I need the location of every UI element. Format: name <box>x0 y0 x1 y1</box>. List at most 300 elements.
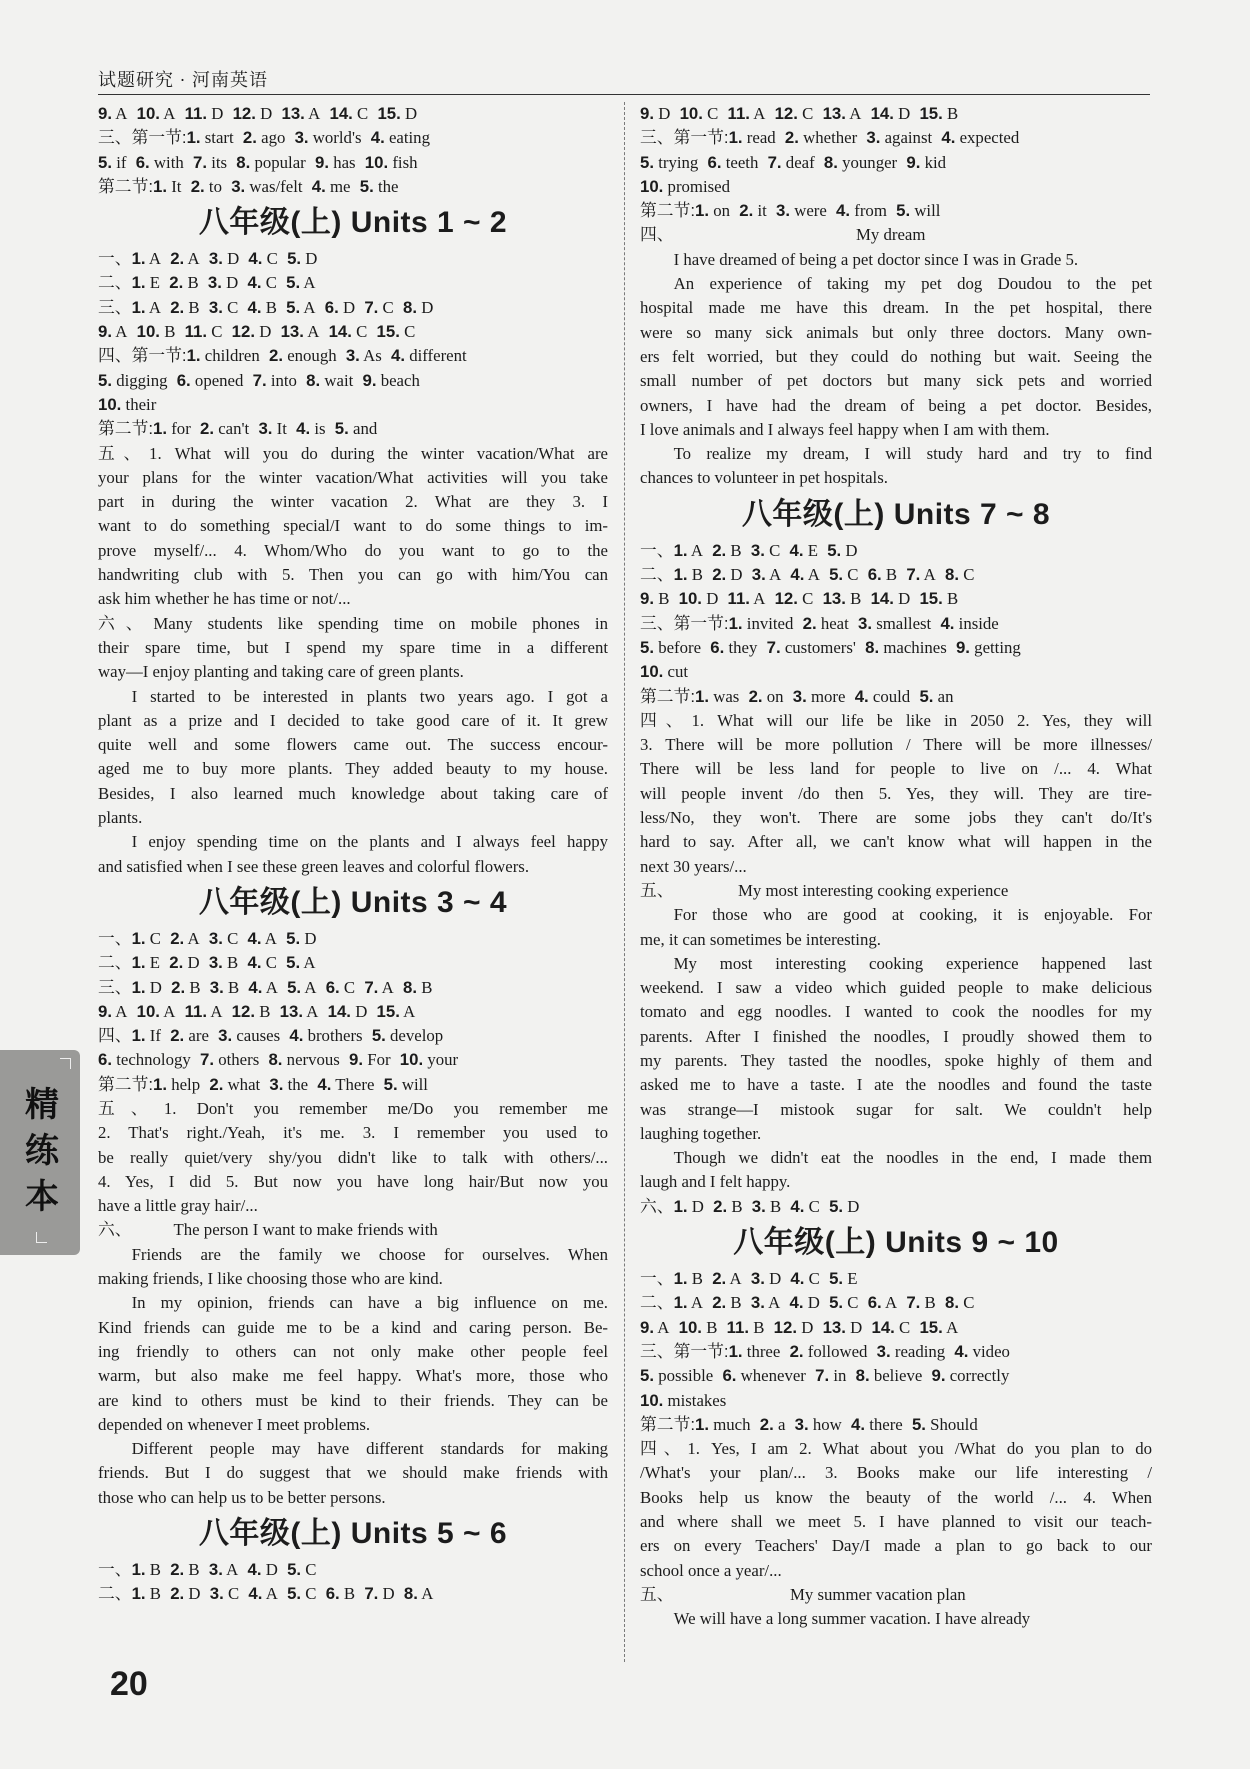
answer-item <box>132 976 162 1000</box>
item-number: 12. <box>774 589 798 609</box>
essay-title: My dream <box>856 225 926 245</box>
text-line: tomato and egg noodles. I wanted to cook the noodles for my <box>640 1002 1152 1022</box>
item-answer: D <box>845 540 858 560</box>
answer-item <box>906 1291 935 1315</box>
text-line: want to do something special/I want to do some things to im- <box>98 516 608 536</box>
text-line: I enjoy spending time on the plants and I always feel happy <box>131 832 608 852</box>
text-line: warm, but also make me feel happy. What's more, those who <box>98 1366 608 1386</box>
answer-item <box>287 1582 316 1606</box>
text-line: quite well and some flowers came out. The success encour- <box>98 735 608 755</box>
answer-item <box>185 102 224 126</box>
item-number: 5. <box>829 1293 844 1313</box>
item-answer: B <box>691 565 703 585</box>
answer-item <box>760 1413 786 1437</box>
item-answer: your <box>427 1050 459 1070</box>
item-answer: B <box>924 1293 936 1313</box>
item-number: 2. <box>712 1293 727 1313</box>
answer-item <box>790 563 819 587</box>
answer-item <box>280 1000 319 1024</box>
item-answer: read <box>746 128 776 148</box>
item-number: 10. <box>136 322 160 342</box>
item-number: 5. <box>371 1026 386 1046</box>
item-number: 2. <box>712 540 727 560</box>
text-line: part in during the winter vacation 2. What are they 3. I <box>98 492 608 512</box>
item-number: 6. <box>722 1366 737 1386</box>
essay-paragraph <box>640 903 1152 952</box>
item-number: 5. <box>287 1584 302 1604</box>
answer-row <box>640 1389 1152 1413</box>
item-answer: B <box>706 1317 718 1337</box>
essay-paragraph <box>98 1291 608 1437</box>
answer-row: 四、第一节:1. children 2. enough 3. As 4. different <box>98 344 608 368</box>
text-line: aged me to buy more plants. They added beauty to my house. <box>98 759 608 779</box>
item-number: 1. <box>728 613 743 633</box>
item-number: 1. <box>186 346 201 366</box>
item-answer: B <box>343 1584 356 1604</box>
item-number: 4. <box>247 928 262 948</box>
item-number: 2. <box>269 346 283 366</box>
item-answer: A <box>421 1584 434 1604</box>
answer-item <box>325 296 355 320</box>
item-number: 8. <box>855 1366 870 1386</box>
item-number: 3. <box>751 1196 766 1216</box>
item-number: 1. <box>695 1414 710 1434</box>
item-number: 2. <box>169 953 184 973</box>
item-number: 2. <box>712 565 727 585</box>
essay-title: 六、 The person I want to make friends with <box>98 1220 438 1240</box>
answer-item <box>170 296 199 320</box>
item-answer: A <box>807 565 820 585</box>
answer-row: 第二节:1. for 2. can't 3. It 4. is 5. and <box>98 417 608 441</box>
item-answer: were <box>794 201 827 221</box>
item-answer: A <box>115 322 128 342</box>
answer-item <box>346 344 382 368</box>
item-number: 10. <box>640 662 664 682</box>
item-answer: fish <box>392 152 418 172</box>
answer-item <box>153 417 191 441</box>
answer-item <box>793 685 846 709</box>
answer-item <box>679 1316 718 1340</box>
item-number: 13. <box>822 1317 846 1337</box>
left-column <box>98 102 608 1607</box>
text-line: less/No, they won't. There are some jobs they can't do/It's <box>640 808 1152 828</box>
essay-title-row <box>640 879 1152 903</box>
essay-paragraph <box>640 272 1152 442</box>
page-number: 20 <box>110 1665 148 1703</box>
text-line: 四、1. What will our life be like in 2050 2. Yes, they will <box>640 710 1152 730</box>
answer-item <box>326 1582 355 1606</box>
item-answer: A <box>304 977 317 997</box>
item-answer: E <box>847 1269 858 1289</box>
item-answer: the <box>287 1074 309 1094</box>
item-number: 12. <box>774 104 798 123</box>
item-number: 10. <box>678 1317 702 1337</box>
item-answer: D <box>355 1001 368 1021</box>
answer-row: 三、第一节:1. read 2. whether 3. against 4. expected <box>640 126 1152 150</box>
answer-item <box>752 1195 781 1219</box>
item-answer: A <box>163 104 176 123</box>
item-number: 5. <box>286 273 301 293</box>
item-answer: A <box>226 1560 239 1580</box>
item-number: 12. <box>232 104 256 123</box>
answer-item <box>132 951 160 975</box>
item-number: 6. <box>324 297 339 317</box>
answer-item <box>169 271 198 295</box>
answer-item <box>200 417 249 441</box>
item-answer: B <box>753 1317 765 1337</box>
answer-row <box>640 636 1152 660</box>
item-number: 4. <box>248 249 263 269</box>
item-number: 2. <box>713 1196 728 1216</box>
item-answer: B <box>187 273 199 293</box>
item-answer: D <box>305 249 318 269</box>
answer-item <box>281 320 320 344</box>
answer-item <box>790 1340 868 1364</box>
item-answer: B <box>947 104 959 123</box>
answer-item <box>208 271 238 295</box>
item-number: 1. <box>153 176 168 196</box>
item-answer: believe <box>873 1366 923 1386</box>
item-answer: brothers <box>307 1026 363 1046</box>
item-number: 1. <box>131 1026 146 1046</box>
item-number: 7. <box>906 1293 921 1313</box>
item-number: 15. <box>919 104 943 123</box>
essay-paragraph <box>98 1243 608 1292</box>
item-number: 13. <box>279 1001 303 1021</box>
answer-block <box>98 442 608 612</box>
answer-item <box>751 1267 781 1291</box>
essay-paragraph <box>640 1607 1152 1631</box>
answer-row: 三、第一节:1. three 2. followed 3. reading 4. video <box>640 1340 1152 1364</box>
answer-item <box>153 1073 200 1097</box>
answer-item <box>377 320 416 344</box>
item-answer: from <box>854 201 887 221</box>
item-number: 8. <box>403 1584 418 1604</box>
item-answer: A <box>381 977 394 997</box>
item-answer: they <box>728 637 758 657</box>
item-answer: D <box>730 565 743 585</box>
item-answer: what <box>227 1074 261 1094</box>
answer-item <box>871 587 911 611</box>
text-line: their spare time, but I spend my spare time in a different <box>98 637 608 657</box>
answer-item <box>877 1340 946 1364</box>
answer-block <box>640 1437 1152 1583</box>
item-answer: technology <box>116 1050 191 1070</box>
answer-item <box>727 1316 765 1340</box>
item-answer: B <box>227 977 240 997</box>
item-answer: A <box>303 297 316 317</box>
item-answer: D <box>850 1317 863 1337</box>
answer-item <box>315 151 356 175</box>
item-number: 3. <box>294 128 309 148</box>
item-answer: A <box>115 1001 128 1021</box>
item-answer: heat <box>820 613 849 633</box>
section-label: 四、 <box>640 225 674 245</box>
item-answer: different <box>409 346 467 366</box>
text-line: was strange—I mistook sugar for salt. We couldn't help <box>640 1099 1152 1119</box>
answer-item <box>640 636 701 660</box>
item-answer: are <box>188 1026 209 1046</box>
item-number: 4. <box>836 201 851 221</box>
item-answer: D <box>304 928 317 948</box>
item-number: 1. <box>131 273 146 293</box>
item-answer: A <box>946 1317 959 1337</box>
item-number: 4. <box>941 128 956 148</box>
item-number: 13. <box>281 104 305 123</box>
item-number: 12. <box>773 1317 798 1337</box>
item-answer: A <box>163 1001 176 1021</box>
item-number: 4. <box>790 1269 805 1289</box>
item-number: 14. <box>871 1317 895 1337</box>
answer-item <box>836 199 887 223</box>
answer-item <box>695 199 730 223</box>
item-answer: A <box>210 1001 223 1021</box>
essay-paragraph <box>640 952 1152 1146</box>
item-answer: D <box>405 104 418 123</box>
item-number: 4. <box>391 346 406 366</box>
item-number: 3. <box>876 1341 891 1361</box>
answer-item <box>364 296 393 320</box>
answer-row <box>98 369 608 393</box>
item-number: 5. <box>829 565 844 585</box>
text-line: and satisfied when I see these green leaves and colorful flowers. <box>98 856 530 876</box>
item-answer: A <box>303 953 316 973</box>
text-line: weekend. I saw a video which guided people to make delicious <box>640 978 1152 998</box>
essay-paragraph <box>98 612 608 685</box>
answer-item <box>790 539 818 563</box>
text-line: laugh and I felt happy. <box>640 1172 791 1192</box>
answer-item <box>865 636 947 660</box>
item-number: 3. <box>751 565 766 585</box>
item-number: 1. <box>153 419 168 439</box>
item-answer: its <box>211 152 228 172</box>
item-number: 5. <box>640 1366 654 1386</box>
item-answer: B <box>850 589 862 609</box>
item-answer: machines <box>883 637 947 657</box>
item-number: 6. <box>325 1584 340 1604</box>
answer-item <box>296 417 325 441</box>
item-number: 9. <box>955 637 970 657</box>
text-line: school once a year/... <box>640 1560 782 1580</box>
item-number: 9. <box>640 104 654 123</box>
answer-row: 二、1. B 2. D 3. C 4. A 5. C 6. B 7. D 8. A <box>98 1582 608 1606</box>
item-answer: A <box>884 1293 898 1313</box>
item-number: 4. <box>850 1414 865 1434</box>
item-answer: for <box>171 419 191 439</box>
item-answer: C <box>227 297 239 317</box>
item-number: 4. <box>247 273 262 293</box>
answer-item <box>680 102 719 126</box>
item-number: 4. <box>247 953 262 973</box>
text-line: Different people may have different standards for making <box>131 1439 608 1459</box>
text-line: hospital made me have this dream. In the pet hospital, there <box>640 298 1152 318</box>
item-number: 7. <box>192 152 207 172</box>
item-answer: D <box>769 1269 782 1289</box>
text-line: 五、1. Don't you remember me/Do you remember me <box>98 1098 608 1118</box>
item-answer: D <box>149 977 162 997</box>
item-answer: A <box>769 565 782 585</box>
item-number: 6. <box>325 977 340 997</box>
item-answer: correctly <box>949 1366 1010 1386</box>
item-answer: D <box>847 1196 860 1216</box>
item-answer: B <box>885 565 898 585</box>
answer-item <box>827 539 857 563</box>
answer-item <box>269 344 337 368</box>
answer-row: 第二节:1. on 2. it 3. were 4. from 5. will <box>640 199 1152 223</box>
answer-item <box>868 563 897 587</box>
answer-item <box>187 344 260 368</box>
answer-item <box>404 1582 433 1606</box>
item-answer: world's <box>312 128 362 148</box>
item-answer: in <box>833 1366 847 1386</box>
item-answer: into <box>270 370 297 390</box>
item-number: 4. <box>247 1560 262 1580</box>
item-answer: If <box>149 1026 161 1046</box>
answer-item <box>287 976 316 1000</box>
item-answer: their <box>125 394 157 414</box>
answer-item <box>829 563 858 587</box>
item-answer: D <box>421 297 434 317</box>
essay-title: My most interesting cooking experience <box>738 880 1009 900</box>
answer-item <box>941 126 1019 150</box>
answer-item <box>728 102 766 126</box>
item-answer: C <box>343 977 356 997</box>
answer-item <box>132 927 161 951</box>
item-answer: B <box>730 540 742 560</box>
item-number: 5. <box>286 928 301 948</box>
item-answer: help <box>171 1074 201 1094</box>
item-number: 5. <box>827 540 842 560</box>
text-line: small number of pet doctors but many sick pets and worried <box>640 371 1152 391</box>
item-answer: C <box>356 322 368 342</box>
essay-paragraph <box>640 1146 1152 1195</box>
item-number: 1. <box>673 565 688 585</box>
answer-item <box>329 320 368 344</box>
item-answer: A <box>923 565 936 585</box>
item-number: 5. <box>640 152 654 172</box>
answer-item <box>232 320 272 344</box>
item-answer: B <box>259 1001 271 1021</box>
answer-item <box>790 1291 820 1315</box>
item-number: 3. <box>750 1269 765 1289</box>
answer-item <box>768 151 815 175</box>
item-number: 3. <box>750 540 765 560</box>
item-answer: For <box>367 1050 391 1070</box>
item-number: 5. <box>829 1196 844 1216</box>
item-number: 4. <box>854 686 869 706</box>
item-answer: A <box>403 1001 416 1021</box>
item-answer: D <box>187 953 200 973</box>
item-number: 3. <box>218 1026 233 1046</box>
answer-item <box>640 1316 669 1340</box>
answer-item <box>767 636 856 660</box>
item-number: 10. <box>640 176 664 196</box>
item-number: 2. <box>784 128 799 148</box>
answer-item <box>98 102 127 126</box>
item-number: 5. <box>287 977 302 997</box>
answer-item <box>248 296 277 320</box>
item-number: 3. <box>209 977 224 997</box>
item-number: 4. <box>370 128 385 148</box>
answer-row: 一、1. A 2. B 3. C 4. E 5. D <box>640 539 1152 563</box>
item-number: 9. <box>98 322 112 342</box>
item-answer: C <box>305 1560 317 1580</box>
answer-item <box>137 320 176 344</box>
text-line: For those who are good at cooking, it is enjoyable. For <box>673 905 1152 925</box>
answer-item <box>728 587 766 611</box>
text-line: your plans for the winter vacation/What activities will you take <box>98 467 608 487</box>
answer-item <box>200 1048 259 1072</box>
text-line: laughing together. <box>640 1123 762 1143</box>
answer-row: 六、1. D 2. B 3. B 4. C 5. D <box>640 1195 1152 1219</box>
answer-item <box>400 1048 458 1072</box>
section-label: 五、 <box>640 1584 674 1604</box>
answer-item <box>815 1364 846 1388</box>
answer-item <box>640 1389 726 1413</box>
item-number: 4. <box>789 1293 804 1313</box>
answer-item <box>185 320 223 344</box>
answer-item <box>98 393 156 417</box>
essay-title-row <box>640 223 1152 247</box>
item-number: 15. <box>377 104 401 123</box>
answer-item <box>209 296 238 320</box>
item-number: 4. <box>940 613 955 633</box>
item-answer: C <box>265 273 277 293</box>
item-answer: C <box>211 322 223 342</box>
text-line: There will be less land for people to live on /... 4. What <box>640 759 1152 779</box>
item-number: 7. <box>767 152 782 172</box>
item-number: 9. <box>314 152 329 172</box>
item-number: 15. <box>376 322 400 342</box>
answer-row: 三、1. A 2. B 3. C 4. B 5. A 6. D 7. C 8. D <box>98 296 608 320</box>
answer-item <box>919 1316 958 1340</box>
item-answer: promised <box>667 176 731 196</box>
item-answer: D <box>691 1196 704 1216</box>
answer-item <box>248 1582 277 1606</box>
item-answer: will <box>914 201 941 221</box>
item-answer: nervous <box>286 1050 340 1070</box>
item-number: 11. <box>727 589 750 609</box>
item-number: 4. <box>247 297 262 317</box>
answer-item <box>210 976 239 1000</box>
text-line: My most interesting cooking experience happened last <box>673 953 1152 973</box>
item-number: 10. <box>136 104 160 123</box>
item-answer: there <box>869 1414 903 1434</box>
answer-item <box>956 636 1021 660</box>
item-number: 3. <box>231 176 246 196</box>
item-number: 6. <box>867 565 882 585</box>
item-answer: teeth <box>725 152 759 172</box>
item-answer: B <box>149 1584 161 1604</box>
item-answer: D <box>898 589 911 609</box>
item-number: 4. <box>790 565 805 585</box>
item-answer: A <box>187 928 200 948</box>
item-number: 2. <box>170 249 185 269</box>
answer-item <box>153 175 181 199</box>
answer-item <box>253 369 297 393</box>
answer-row <box>98 1048 608 1072</box>
item-number: 9. <box>362 370 377 390</box>
answer-item <box>640 175 730 199</box>
item-number: 3. <box>208 1560 223 1580</box>
item-answer: B <box>164 322 176 342</box>
item-number: 6. <box>867 1293 882 1313</box>
answer-item <box>751 1291 780 1315</box>
item-answer: A <box>265 1584 278 1604</box>
item-number: 9. <box>931 1366 946 1386</box>
item-number: 5. <box>286 297 301 317</box>
item-number: 8. <box>944 565 959 585</box>
